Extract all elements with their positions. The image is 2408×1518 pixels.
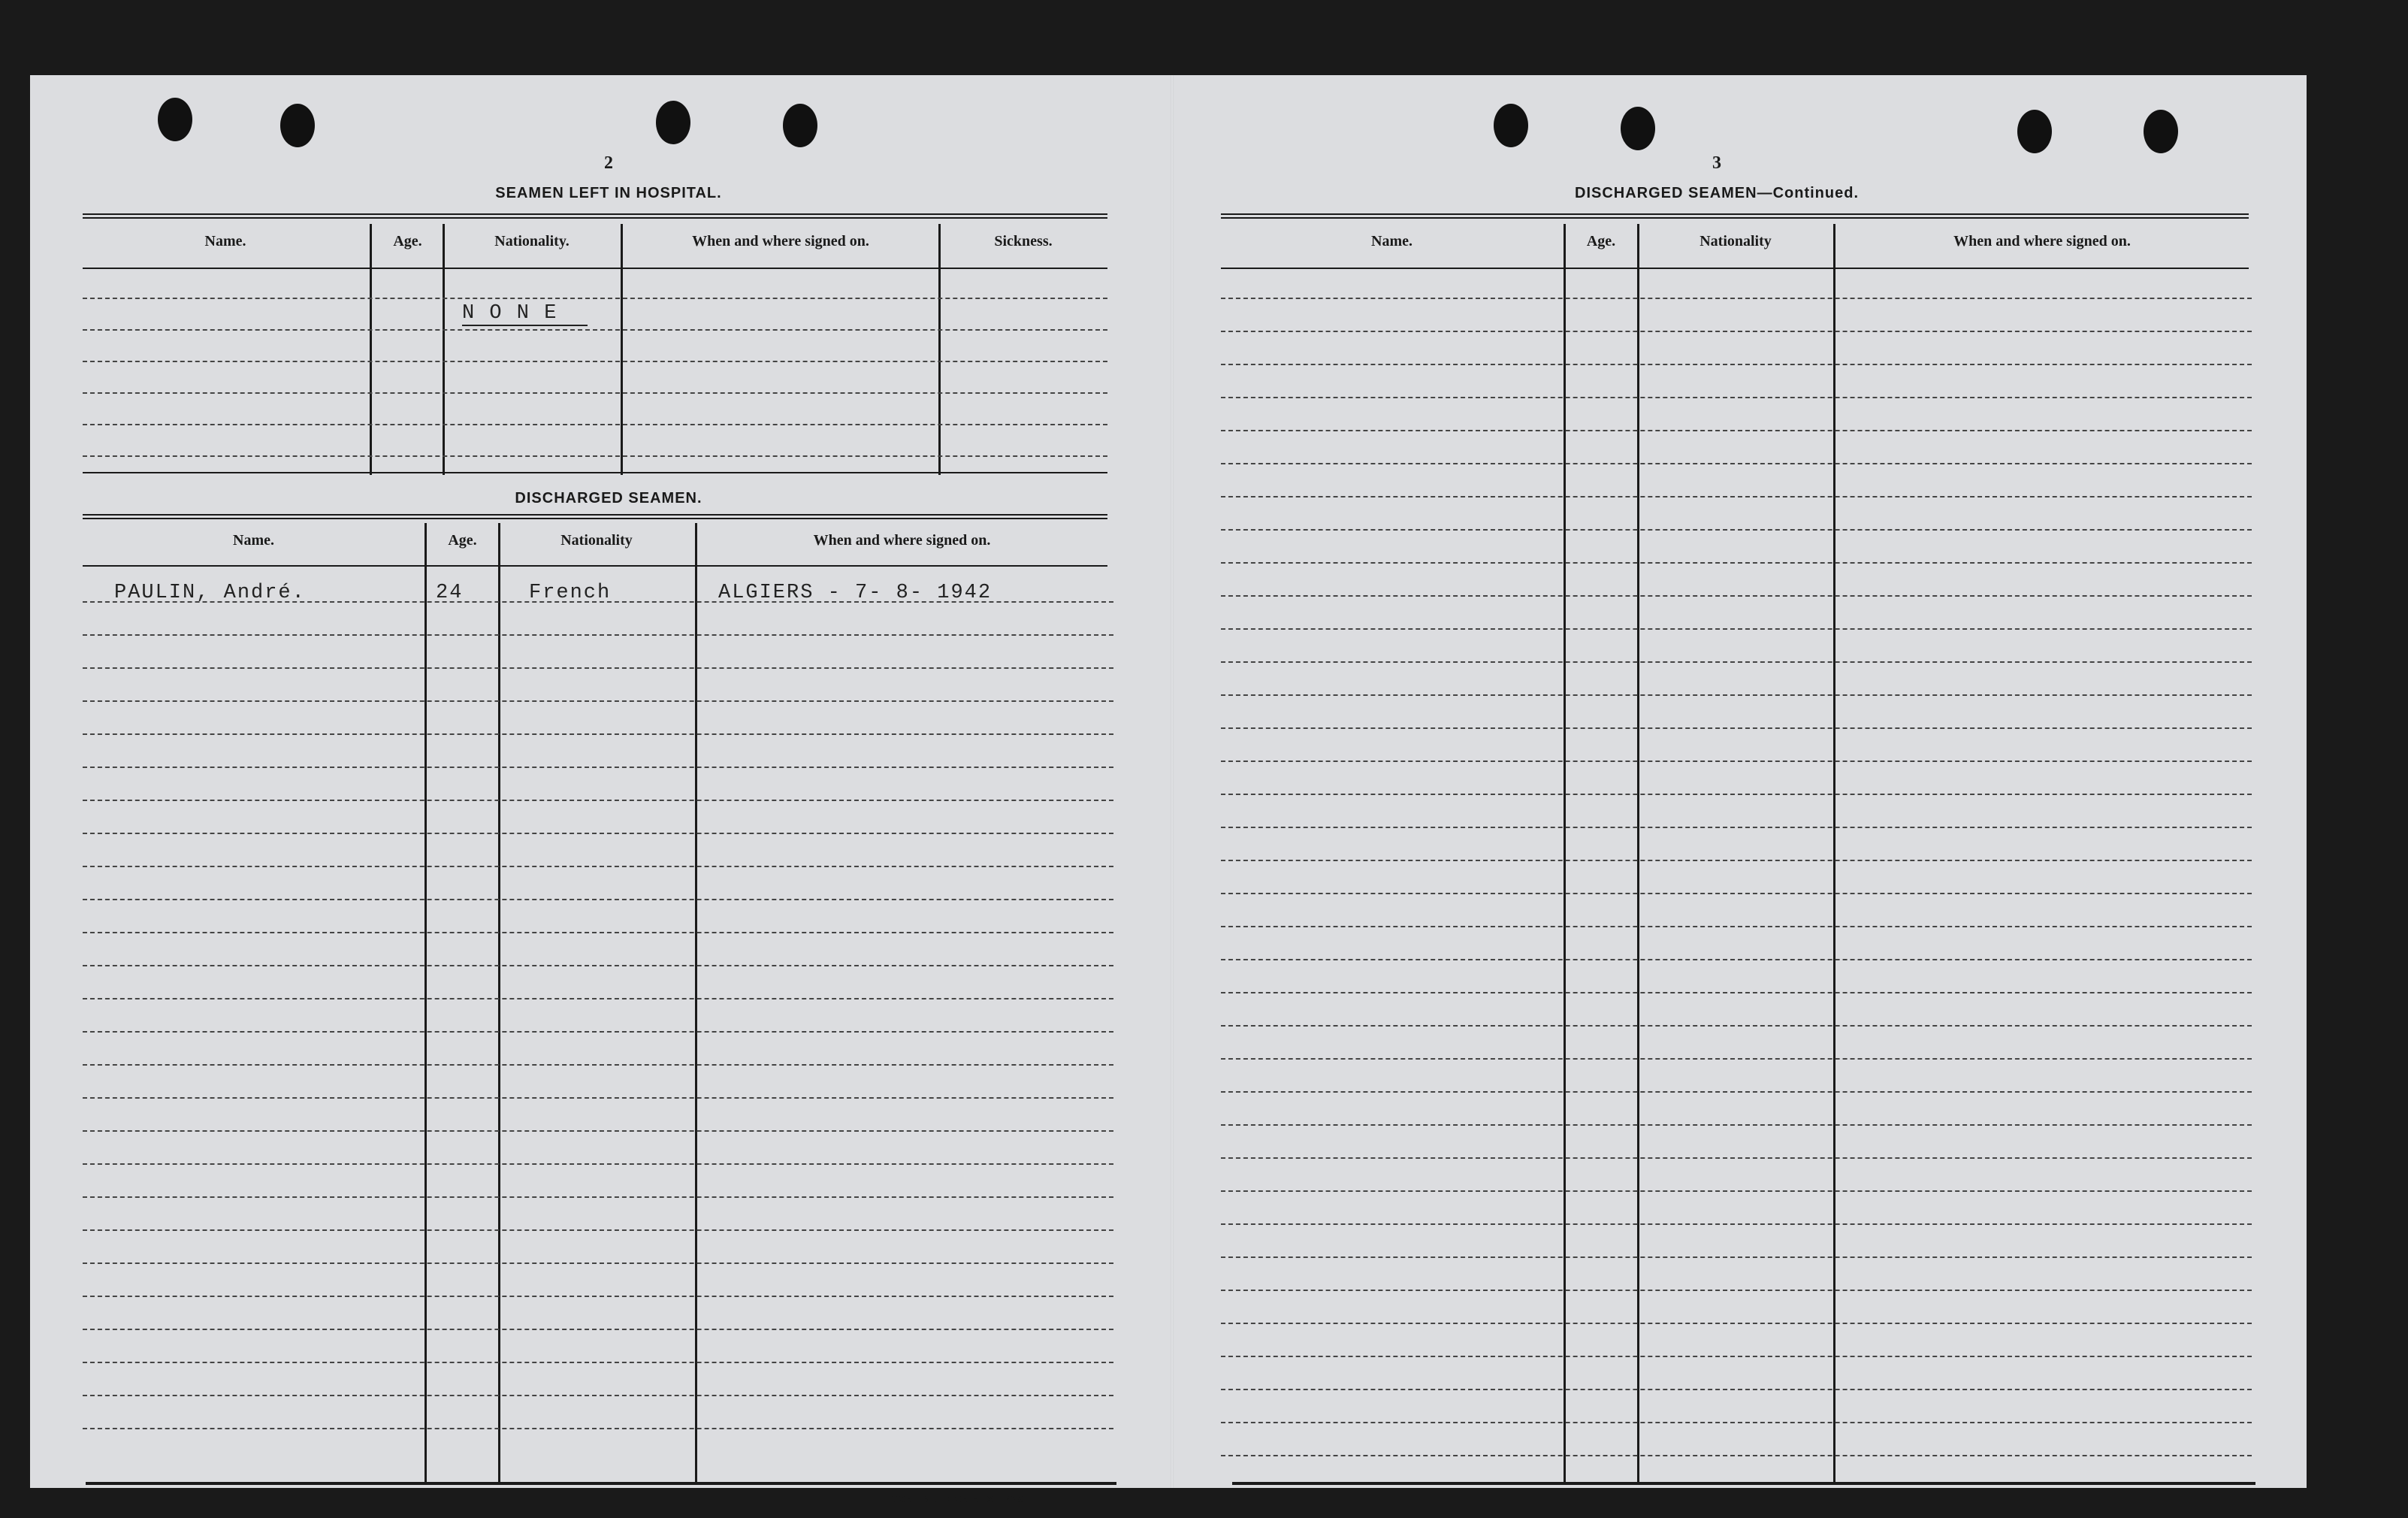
hospital-col-name: Name. — [204, 233, 246, 249]
ruled-line — [1221, 595, 2252, 597]
discharged-col-nationality: Nationality — [560, 532, 633, 549]
ruled-line — [83, 1130, 1113, 1132]
ruled-line — [83, 1296, 1113, 1297]
ruled-line — [83, 392, 1107, 394]
hospital-divider — [370, 224, 372, 475]
ruled-line — [83, 932, 1113, 933]
ruled-line — [83, 1097, 1113, 1099]
punch-hole — [656, 101, 690, 144]
hospital-col-nationality: Nationality. — [494, 233, 570, 249]
ruled-line — [83, 1064, 1113, 1066]
punch-hole — [2017, 110, 2052, 153]
ruled-line — [1221, 992, 2252, 993]
page-fold — [1171, 75, 1174, 1488]
discharged-col-signed-on: When and where signed on. — [813, 532, 991, 549]
punch-hole — [783, 104, 817, 147]
ruled-line — [83, 866, 1113, 867]
right-col-age: Age. — [1586, 233, 1616, 249]
ruled-line — [83, 298, 1107, 299]
punch-hole — [158, 98, 192, 141]
ruled-line — [1221, 694, 2252, 696]
punch-hole — [1494, 104, 1528, 147]
continued-footer: CONTINUED ON NEXT PAGE. — [891, 1494, 1035, 1504]
document-sheet — [30, 75, 2307, 1504]
ruled-line — [1221, 761, 2252, 762]
ruled-line — [83, 899, 1113, 900]
ruled-line — [1221, 893, 2252, 894]
hospital-divider — [443, 224, 445, 475]
ruled-line — [83, 998, 1113, 999]
ruled-line — [1221, 463, 2252, 464]
discharged-section-title: DISCHARGED SEAMEN. — [515, 490, 702, 507]
ruled-line — [83, 634, 1113, 636]
ruled-line — [1221, 331, 2252, 332]
discharged-row-name: PAULIN, André. — [114, 582, 306, 604]
ruled-line — [1221, 1290, 2252, 1291]
ruled-line — [1221, 1455, 2252, 1456]
ruled-line — [1221, 1124, 2252, 1126]
ruled-line — [1221, 1025, 2252, 1027]
discharged-col-age: Age. — [448, 532, 477, 549]
hospital-col-sickness: Sickness. — [994, 233, 1053, 249]
ruled-line — [83, 1262, 1113, 1264]
ruled-line — [83, 1362, 1113, 1363]
ruled-line — [1221, 1323, 2252, 1324]
hospital-top-rule — [83, 213, 1107, 219]
discharged-row-signed-on: ALGIERS - 7- 8- 1942 — [718, 582, 993, 604]
ruled-line — [83, 329, 1107, 331]
right-header-rule — [1221, 268, 2249, 269]
right-divider — [1833, 224, 1835, 1482]
ruled-line — [83, 733, 1113, 735]
ruled-line — [1221, 496, 2252, 497]
ruled-line — [83, 361, 1107, 362]
ruled-line — [83, 800, 1113, 801]
punch-hole — [2144, 110, 2178, 153]
ruled-line — [83, 1196, 1113, 1198]
ruled-line — [83, 1395, 1113, 1396]
discharged-top-rule — [83, 514, 1107, 519]
ruled-line — [1221, 397, 2252, 398]
right-col-nationality: Nationality — [1699, 233, 1772, 249]
right-col-signed-on: When and where signed on. — [1953, 233, 2131, 249]
ruled-line — [83, 1163, 1113, 1165]
page-number-left: 2 — [604, 153, 613, 173]
ruled-line — [1221, 959, 2252, 960]
continued-section-title: DISCHARGED SEAMEN—Continued. — [1575, 185, 1859, 201]
hospital-header-rule — [83, 268, 1107, 269]
hospital-divider — [938, 224, 941, 475]
hospital-entry-none: N O N E — [462, 302, 588, 326]
hospital-col-signed-on: When and where signed on. — [692, 233, 869, 249]
discharged-header-rule — [83, 565, 1107, 567]
punch-hole — [1621, 107, 1655, 150]
ruled-line — [1221, 860, 2252, 861]
hospital-bottom-rule — [83, 472, 1107, 473]
discharged-col-name: Name. — [233, 532, 274, 549]
ruled-line — [1221, 628, 2252, 630]
ruled-line — [83, 667, 1113, 669]
ruled-line — [1221, 1223, 2252, 1225]
punch-hole — [280, 104, 315, 147]
ruled-line — [1221, 529, 2252, 531]
ruled-line — [1221, 430, 2252, 431]
ruled-line — [83, 424, 1107, 425]
ruled-line — [1221, 364, 2252, 365]
discharged-row-age: 24 — [436, 582, 464, 604]
ruled-line — [1221, 1422, 2252, 1423]
ruled-line — [1221, 1157, 2252, 1159]
ruled-line — [83, 833, 1113, 834]
hospital-col-age: Age. — [393, 233, 422, 249]
right-col-name: Name. — [1371, 233, 1412, 249]
ruled-line — [83, 1031, 1113, 1033]
ruled-line — [83, 455, 1107, 457]
discharged-bottom-rule — [86, 1482, 1116, 1485]
ruled-line — [1221, 1091, 2252, 1093]
ruled-line — [1221, 727, 2252, 729]
ruled-line — [1221, 1389, 2252, 1390]
right-bottom-rule — [1232, 1482, 2255, 1485]
ruled-line — [1221, 1058, 2252, 1060]
ruled-line — [1221, 562, 2252, 564]
right-divider — [1637, 224, 1639, 1482]
ruled-line — [1221, 926, 2252, 927]
ruled-line — [1221, 1190, 2252, 1192]
ruled-line — [1221, 827, 2252, 828]
ruled-line — [1221, 661, 2252, 663]
ruled-line — [83, 1428, 1113, 1429]
page-number-right: 3 — [1712, 153, 1721, 173]
ruled-line — [83, 700, 1113, 702]
right-divider — [1564, 224, 1566, 1482]
ruled-line — [83, 1229, 1113, 1231]
ruled-line — [83, 965, 1113, 966]
right-top-rule — [1221, 213, 2249, 219]
ruled-line — [1221, 1256, 2252, 1258]
hospital-section-title: SEAMEN LEFT IN HOSPITAL. — [495, 185, 722, 201]
ruled-line — [83, 1329, 1113, 1330]
ruled-line — [1221, 794, 2252, 795]
ruled-line — [83, 767, 1113, 768]
discharged-row-nationality: French — [529, 582, 612, 604]
hospital-divider — [621, 224, 623, 475]
ruled-line — [1221, 298, 2252, 299]
ruled-line — [1221, 1356, 2252, 1357]
ruled-line — [83, 601, 1113, 603]
